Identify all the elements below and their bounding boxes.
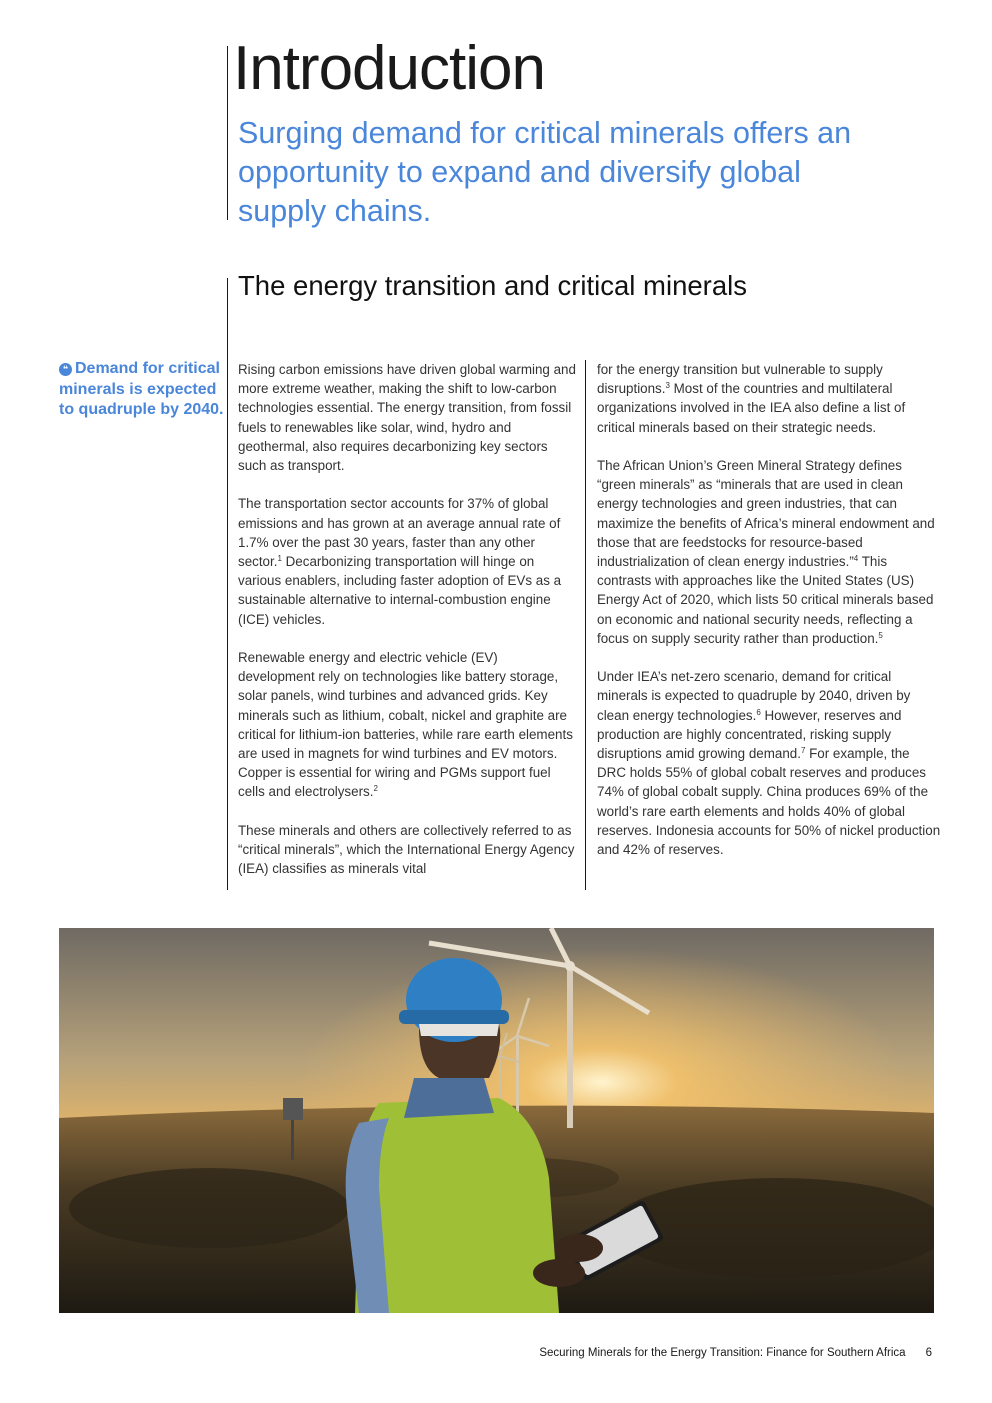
- section-heading: The energy transition and critical minerals: [238, 270, 747, 301]
- column-divider: [585, 360, 586, 890]
- paragraph: Under IEA’s net-zero scenario, demand for critical minerals is expected to quadruple by 2040, driven by clean energy technologies.$^6$ However, reserves and production are highly concentrated, risking supply disruptions amid growing demand.$^7$ For example, the DRC holds 55% of global cobalt reserves and produces 74% of global cobalt supply. China produces 69% of the world’s rare earth elements and holds 40% of global reserves. Indonesia accounts for 50% of nickel production and 42% of reserves.: [597, 669, 941, 858]
- body-column-left: [238, 360, 578, 898]
- page-footer: [480, 1347, 932, 1359]
- page-number: 6: [925, 1347, 932, 1359]
- body-column-right: [597, 360, 942, 878]
- footer-report-subtitle: Finance for Southern Africa: [763, 1347, 906, 1359]
- title-rule: [227, 46, 228, 220]
- footnote-ref[interactable]: 4: [853, 554, 859, 564]
- paragraph: The African Union’s Green Mineral Strategy defines “green minerals” as “minerals that are used in clean energy technologies and green industries, that can maximize the benefits of Africa’s mineral endowment and those that are feedstocks for resource-based industrialization of clean energy industries.”$^4$ This contrasts with approaches like the United States (US) Energy Act of 2020, which lists 50 critical minerals based on economic and national security needs, reflecting a focus on supply security rather than production.$^5$: [597, 458, 935, 646]
- paragraph: for the energy transition but vulnerable to supply disruptions.$^3$ Most of the countries and multilateral organizations involved in the IEA also define a list of critical minerals based on their strategic needs.: [597, 362, 906, 435]
- paragraph: Renewable energy and electric vehicle (EV) development rely on technologies like battery storage, solar panels, wind turbines and advanced grids. Key minerals such as lithium, cobalt, nickel and graphite are critical for lithium-ion batteries, while rare earth elements are used in magnets for wind turbines and EV motors. Copper is essential for wiring and PGMs support fuel cells and electrolysers.$^2$: [238, 650, 573, 800]
- footer-report-title: Securing Minerals for the Energy Transition:: [539, 1347, 764, 1359]
- paragraph: These minerals and others are collectively referred to as “critical minerals”, which the International Energy Agency (IEA) classifies as minerals vital: [238, 822, 575, 877]
- pull-quote: [59, 359, 224, 421]
- section-rule: [227, 278, 228, 890]
- footnote-ref[interactable]: 2: [373, 784, 378, 794]
- page-title: Introduction: [233, 34, 545, 103]
- footnote-ref[interactable]: 6: [756, 707, 761, 717]
- hero-photo: [59, 928, 934, 1313]
- footnote-ref[interactable]: 5: [878, 630, 883, 640]
- page-subtitle: Surging demand for critical minerals offers an opportunity to expand and diversify global supply chains.: [238, 116, 852, 228]
- footnote-ref[interactable]: 3: [665, 381, 670, 391]
- footnote-ref[interactable]: 7: [800, 746, 806, 756]
- paragraph: Rising carbon emissions have driven global warming and more extreme weather, making the shift to low-carbon technologies essential. The energy transition, from fossil fuels to renewables like solar, wind, hydro and geothermal, also requires decarbonizing key sectors such as transport.: [238, 362, 576, 474]
- footnote-ref[interactable]: 1: [277, 554, 282, 564]
- quote-icon: ❝: [59, 363, 72, 376]
- pull-quote-text: Demand for critical minerals is expected to quadruple by 2040.: [59, 360, 224, 418]
- paragraph: The transportation sector accounts for 37% of global emissions and has grown at an average annual rate of 1.7% over the past 30 years, faster than any other sector.$^1$ Decarbonizing transportation will hinge on various enablers, including faster adoption of EVs as a sustainable alternative to internal-combustion engine (ICE) vehicles.: [238, 496, 562, 627]
